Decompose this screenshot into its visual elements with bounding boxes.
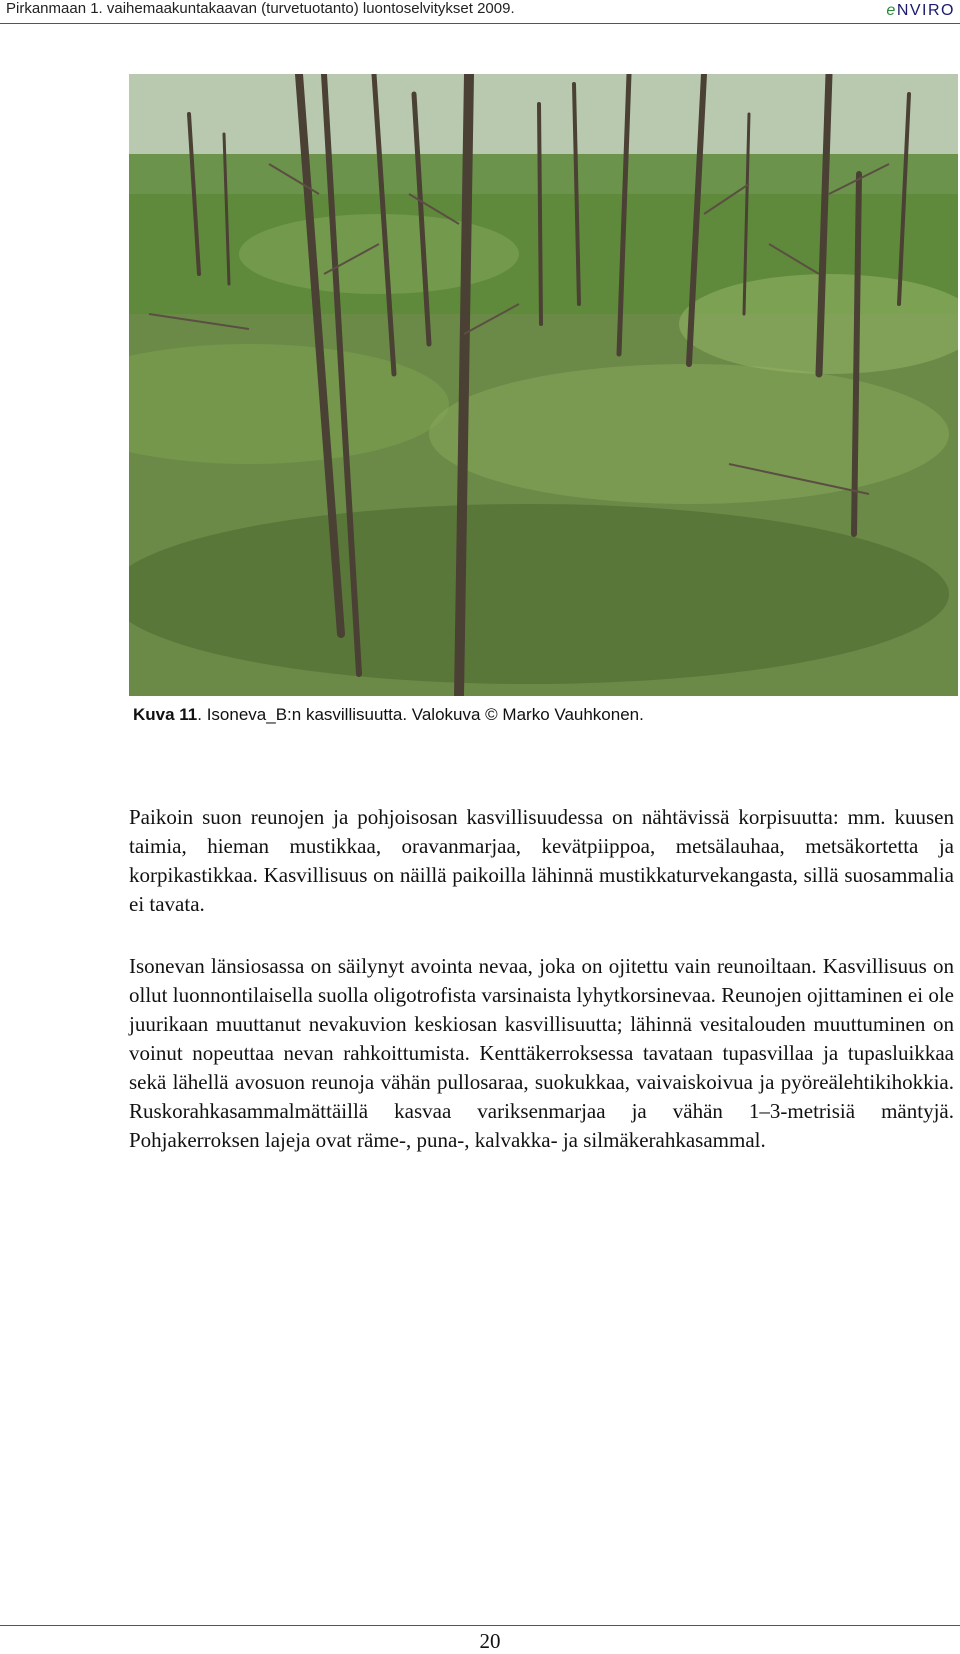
caption-text: . Isoneva_B:n kasvillisuutta. Valokuva © Marko Vauhkonen. [197,705,644,724]
caption-label: Kuva 11 [133,705,198,724]
page-number: 20 [479,1629,501,1653]
figure-caption [133,705,644,725]
body-paragraph: Isonevan länsiosassa on säilynyt avointa nevaa, joka on ojitettu vain reunoiltaan. Kasvillisuus on ollut luonnontilaisella suolla oligotrofista varsinaista lyhytkorsinevaa. Reunojen ojittaminen ei ole juurikaan muuttanut nevakuvion keskiosan kasvillisuutta; lähinnä vesitalouden muuttuminen on voinut nopeuttaa nevan rahkoittumista. Kenttäkerroksessa tavataan tupasvillaa ja tupasluikkaa sekä lähellä avosuon reunoja vähän pullosaraa, suokukkaa, vaivaiskoivua ja pyöreälehtikihokkia. Ruskorahkasammalmättäillä kasvaa variksenmarjaa ja vähän 1–3-metrisiä mäntyjä. Pohjakerroksen lajeja ovat räme-, puna-, kalvakka- ja silmäkerahkasammal. [129,954,954,1152]
page-header [0,0,960,26]
header-title: Pirkanmaan 1. vaihemaakuntakaavan (turvetuotanto) luontoselvitykset 2009. [6,0,515,17]
header-divider [0,23,960,24]
footer-divider [0,1625,960,1626]
enviro-logo: eNVIRO [886,2,955,19]
body-paragraph: Paikoin suon reunojen ja pohjoisosan kasvillisuudessa on nähtävissä korpisuutta: mm. kuusen taimia, hieman mustikkaa, oravanmarjaa, kevätpiippoa, metsälauhaa, metsäkortetta ja korpikastikkaa. Kasvillisuus on näillä paikoilla lähinnä mustikkaturvekangasta, sillä suosammalia ei tavata. [129,805,954,916]
forest-photo [129,74,958,696]
